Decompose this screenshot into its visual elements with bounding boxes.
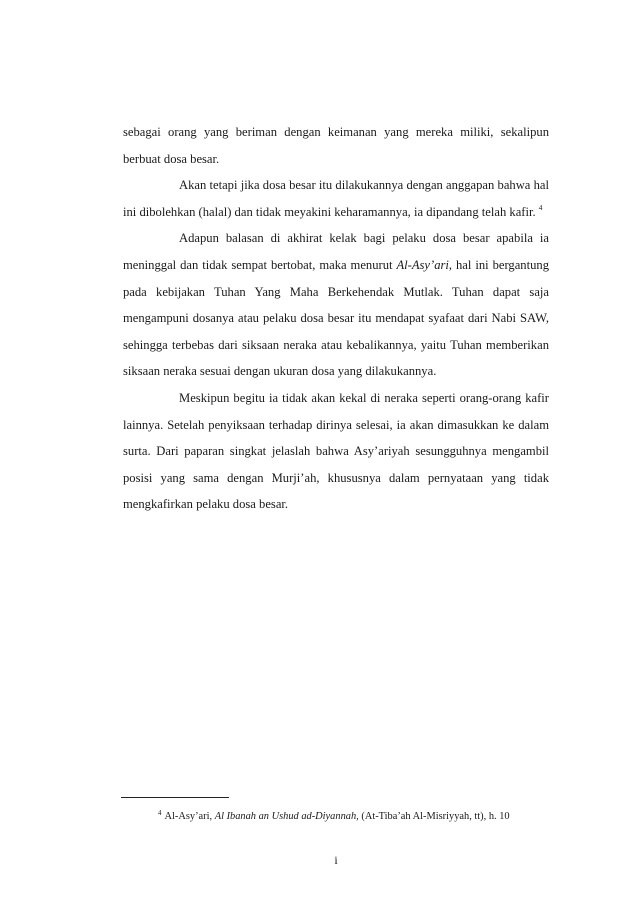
footnote-author: Al-Asy’ari, (164, 811, 213, 822)
footnote (158, 810, 578, 824)
paragraph-2 (123, 172, 549, 225)
body-text (123, 119, 549, 518)
footnote-publication: (At-Tiba’ah Al-Misriyyah, tt), h. 10 (361, 811, 510, 822)
footnote-title: Al Ibanah an Ushud ad-Diyannah, (214, 811, 359, 822)
paragraph-3-text-before: Adapun balasan di akhirat kelak bagi pelaku dosa besar apabila ia meninggal dan tidak sempat bertobat, maka menurut (123, 231, 549, 272)
paragraph-3 (123, 225, 549, 385)
footnote-separator (121, 797, 229, 798)
paragraph-4 (123, 385, 549, 518)
footnote-reference[interactable]: 4 (538, 202, 543, 212)
page-number: i (334, 853, 338, 867)
paragraph-2-text: Akan tetapi jika dosa besar itu dilakukannya dengan anggapan bahwa hal ini dibolehkan (halal) dan tidak meyakini keharamannya, ia dipandang telah kafir. (123, 178, 549, 219)
paragraph-4-text: Meskipun begitu ia tidak akan kekal di neraka seperti orang-orang kafir lainnya. Setelah penyiksaan terhadap dirinya selesai, ia akan dimasukkan ke dalam surta. Dari paparan singkat jelaslah bahwa Asy’ariyah sesungguhnya mengambil posisi yang sama dengan Murji’ah, khususnya dalam pernyataan yang tidak mengkafirkan pelaku dosa besar. (123, 390, 549, 512)
paragraph-3-italic-name: Al-Asy’ari, (396, 257, 453, 272)
footnote-number: 4 (158, 809, 162, 817)
paragraph-1 (123, 119, 549, 172)
paragraph-1-text: sebagai orang yang beriman dengan keimanan yang mereka miliki, sekalipun berbuat dosa besar. (123, 125, 549, 166)
paragraph-3-text-after: hal ini bergantung pada kebijakan Tuhan Yang Maha Berkehendak Mutlak. Tuhan dapat saja mengampuni dosanya atau pelaku dosa besar itu mendapat syafaat dari Nabi SAW, sehingga terbebas dari siksaan neraka atau kebalikannya, yaitu Tuhan memberikan siksaan neraka sesuai dengan ukuran dosa yang dilakukannya. (123, 257, 549, 379)
